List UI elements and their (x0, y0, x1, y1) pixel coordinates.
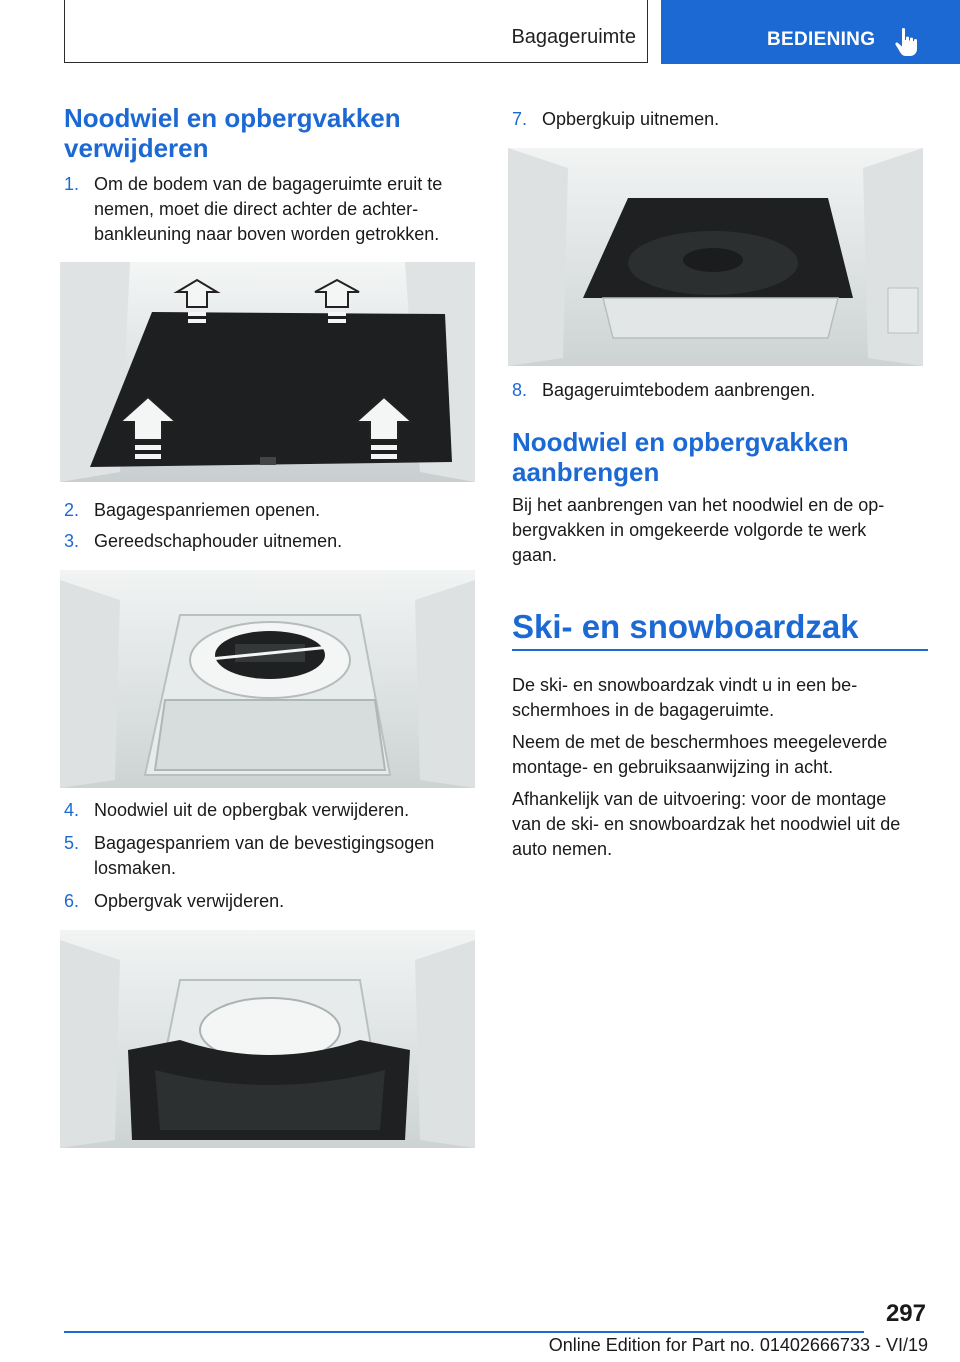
paragraph-ski-bag-instructions: Neem de met de beschermhoes meegeleverde montage- en gebruiksaanwijzing in acht. (512, 732, 888, 777)
section-title: Bagageruimte (511, 26, 636, 48)
step-8 (512, 378, 922, 403)
paragraph-ski-bag-location: De ski- en snowboardzak vindt u in een be- schermhoes in de bagageruimte. (512, 675, 858, 720)
heading-remove-text: Noodwiel en opbergvakken verwijderen (64, 103, 401, 163)
step-text: Bagagespanriemen openen. (94, 500, 321, 520)
section-rule (512, 649, 928, 651)
hand-pointer-icon (893, 27, 919, 57)
step-1-line-1: Om de bodem van de bagageruimte eruit te (94, 174, 443, 194)
step-5-line-1: Bagagespanriem van de bevestigingsogen (94, 833, 435, 853)
step-number: 6. (64, 891, 80, 911)
step-5 (64, 831, 474, 883)
chapter-label: BEDIENING (767, 29, 876, 50)
step-5-line-2: losmaken. (94, 858, 177, 878)
step-text: Gereedschaphouder uitnemen. (94, 531, 343, 551)
step-text: Noodwiel uit de opbergbak verwijderen. (94, 800, 410, 820)
section-heading-ski-bag (512, 607, 928, 647)
step-text: Opbergkuip uitnemen. (542, 109, 720, 129)
section-heading-text: Ski- en snowboardzak (512, 608, 859, 645)
figure-trunk-floor-lift (60, 262, 475, 482)
step-number: 4. (64, 800, 80, 820)
step-text: Opbergvak verwijderen. (94, 891, 285, 911)
page-number: 297 (885, 1300, 926, 1327)
paragraph-install: Bij het aanbrengen van het noodwiel en de op- bergvakken in omgekeerde volgorde te werk gaan. (512, 495, 885, 565)
step-4 (64, 798, 474, 823)
footer-edition: Online Edition for Part no. 01402666733 - VI/19 (548, 1335, 928, 1355)
step-1-line-3: bankleuning naar boven worden getrokken. (94, 224, 440, 244)
step-1 (64, 172, 474, 250)
step-number: 8. (512, 380, 528, 400)
figure-storage-compartment (60, 930, 475, 1148)
step-number: 3. (64, 531, 80, 551)
heading-remove (64, 103, 464, 163)
heading-install-text: Noodwiel en opbergvakken aanbrengen (512, 427, 849, 487)
step-6 (64, 889, 474, 914)
step-2 (64, 498, 474, 523)
step-number: 5. (64, 833, 80, 853)
step-1-line-2: nemen, moet die direct achter de achter- (94, 199, 419, 219)
paragraph-ski-bag-mounting: Afhankelijk van de uitvoering: voor de montage van de ski- en snowboardzak het noodwiel uit de auto nemen. (512, 789, 901, 859)
step-text: Bagageruimtebodem aanbrengen. (542, 380, 816, 400)
step-number: 2. (64, 500, 80, 520)
figure-spare-wheel-well (60, 570, 475, 788)
figure-storage-tub (508, 148, 923, 366)
step-3 (64, 529, 474, 554)
step-7 (512, 107, 922, 132)
heading-install (512, 427, 912, 487)
footer-rule (64, 1331, 864, 1333)
step-number: 7. (512, 109, 528, 129)
step-number: 1. (64, 174, 80, 194)
